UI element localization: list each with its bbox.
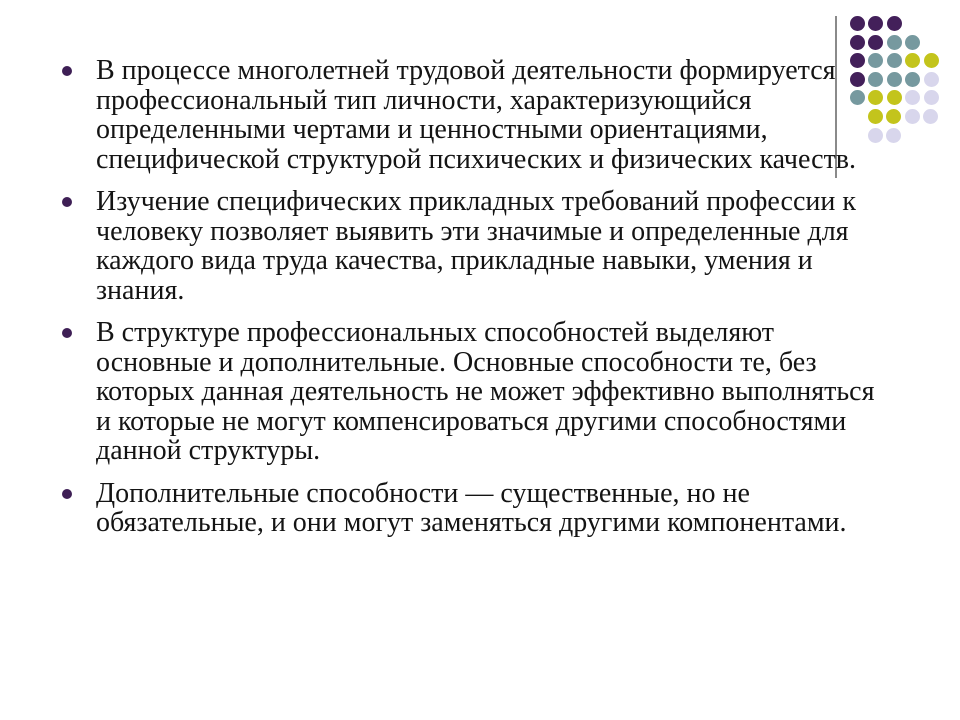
bullet-item <box>60 479 890 538</box>
bullet-text: В процессе многолетней трудовой деятельности формируется профессиональный тип личности, характеризующийся определенными чертами и ценностными ориентациями, специфической структурой психических и физических качеств. <box>96 55 857 175</box>
decor-dot <box>887 35 902 50</box>
slide-content <box>60 56 890 551</box>
decor-dot <box>924 53 939 68</box>
decor-dot <box>887 16 902 31</box>
bullet-text: Дополнительные способности — существенные, но не обязательные, и они могут заменяться другими компонентами. <box>96 477 847 538</box>
decor-dot <box>924 72 939 87</box>
bullet-dot-icon <box>62 66 72 76</box>
decor-dot <box>924 90 939 105</box>
bullet-dot-icon <box>62 489 72 499</box>
bullet-dot-icon <box>62 197 72 207</box>
decor-dot <box>905 53 920 68</box>
decor-dot <box>905 35 920 50</box>
bullet-item <box>60 318 890 466</box>
decor-dot <box>868 16 883 31</box>
decor-dot <box>850 35 865 50</box>
decor-dot <box>868 35 883 50</box>
bullet-item <box>60 56 890 174</box>
decor-dot <box>923 109 938 124</box>
bullet-text: В структуре профессиональных способностей выделяют основные и дополнительные. Основные способности те, без которых данная деятельность не может эффективно выполняться и которые не могут компенсироваться другими способностями данной структуры. <box>96 317 875 466</box>
bullet-dot-icon <box>62 328 72 338</box>
decor-dot <box>905 109 920 124</box>
decor-dot <box>905 72 920 87</box>
bullet-item <box>60 187 890 305</box>
decor-dot <box>850 16 865 31</box>
decor-dot <box>905 90 920 105</box>
bullet-text: Изучение специфических прикладных требований профессии к человеку позволяет выявить эти значимые и определенные для каждого вида труда качества, прикладные навыки, умения и знания. <box>96 186 856 306</box>
